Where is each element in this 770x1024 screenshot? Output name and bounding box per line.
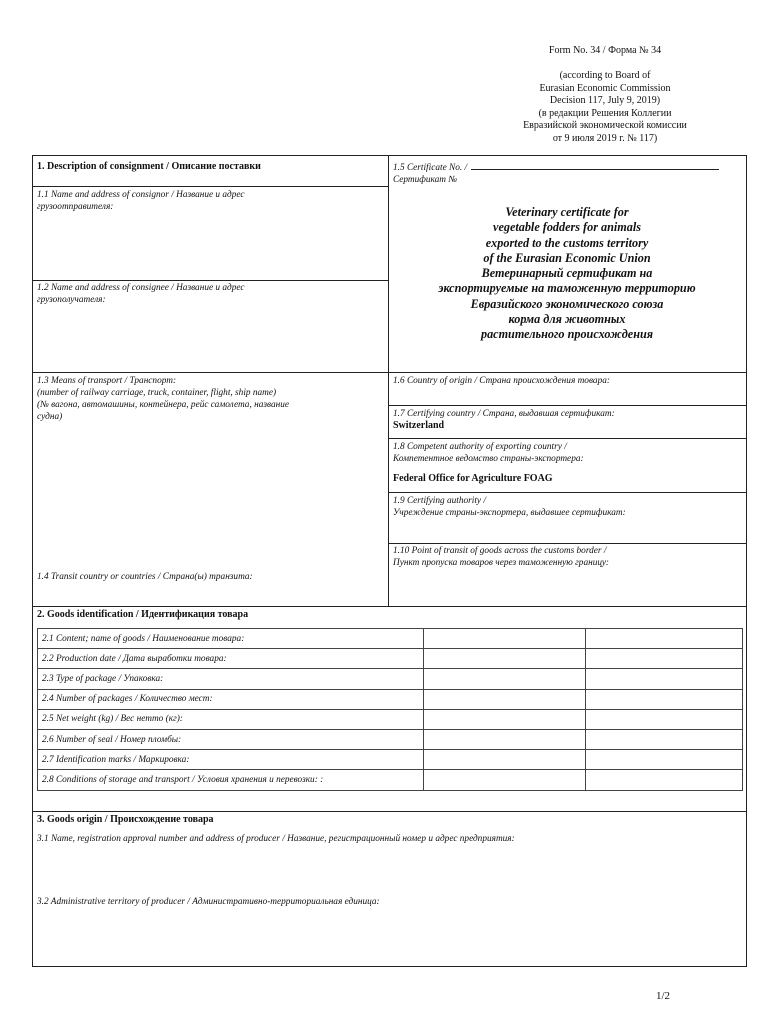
goods-field-cell[interactable] — [423, 689, 586, 709]
form-reference-line: Евразийской экономической комиссии — [523, 120, 687, 131]
divider — [388, 405, 747, 406]
goods-field-label: 2.5 Net weight (kg) / Вес нетто (кг): — [38, 709, 424, 729]
section-1-heading: 1. Description of consignment / Описание поставки — [37, 161, 261, 172]
field-label: (number of railway carriage, truck, container, flight, ship name) — [37, 388, 277, 398]
table-row — [38, 629, 743, 649]
field-label: 3.1 Name, registration approval number and address of producer / Название, регистрационный номер и адрес предприятия: — [37, 834, 515, 844]
divider — [32, 280, 389, 281]
competent-authority-value: Federal Office for Agriculture FOAG — [393, 473, 553, 484]
form-number: Form No. 34 / Форма № 34 — [548, 45, 662, 56]
section-2-heading: 2. Goods identification / Идентификация товара — [37, 609, 249, 620]
field-1-5-certificate-no[interactable] — [393, 160, 719, 186]
form-reference-line: Decision 117, July 9, 2019) — [549, 95, 661, 106]
goods-field-label: 2.3 Type of package / Упаковка: — [38, 669, 424, 689]
form-reference-line: (в редакции Решения Коллегии — [538, 107, 672, 119]
table-row — [38, 729, 743, 749]
table-row — [38, 750, 743, 770]
goods-field-cell[interactable] — [423, 770, 586, 790]
page-number: 1/2 — [656, 990, 671, 1002]
certificate-title — [388, 205, 746, 343]
divider — [32, 186, 389, 187]
title-line: растительного происхождения — [480, 327, 654, 342]
field-label: 1.7 Certifying country / Страна, выдавшая сертификат: — [393, 409, 615, 419]
field-label: 1.10 Point of transit of goods across the customs border / — [393, 546, 607, 556]
table-row — [38, 770, 743, 790]
divider — [32, 606, 747, 607]
field-1-10-point-of-transit[interactable] — [393, 545, 609, 569]
goods-field-label: 2.6 Number of seal / Номер пломбы: — [38, 729, 424, 749]
divider — [32, 811, 747, 812]
goods-field-cell[interactable] — [586, 729, 743, 749]
goods-field-label: 2.2 Production date / Дата выработки товара: — [38, 649, 424, 669]
goods-field-label: 2.4 Number of packages / Количество мест: — [38, 689, 424, 709]
table-row — [38, 669, 743, 689]
goods-field-label: 2.1 Content; name of goods / Наименование товара: — [38, 629, 424, 649]
goods-field-cell[interactable] — [586, 629, 743, 649]
field-3-1-producer[interactable] — [37, 833, 515, 845]
form-reference-line: (according to Board of — [559, 70, 651, 81]
form-reference-line: от 9 июля 2019 г. № 117) — [552, 132, 658, 144]
goods-field-cell[interactable] — [423, 669, 586, 689]
goods-field-cell[interactable] — [423, 729, 586, 749]
divider — [388, 543, 747, 544]
certifying-country-value: Switzerland — [393, 420, 445, 431]
field-1-4-transit-country[interactable] — [37, 571, 253, 583]
table-row — [38, 709, 743, 729]
title-line: of the Eurasian Economic Union — [483, 250, 651, 265]
goods-field-label: 2.8 Conditions of storage and transport / Условия хранения и перевозки: : — [38, 770, 424, 790]
field-label: 1.2 Name and address of consignee / Название и адрес — [37, 283, 245, 293]
goods-field-cell[interactable] — [586, 689, 743, 709]
field-label: 1.3 Means of transport / Транспорт: — [37, 376, 177, 386]
goods-field-cell[interactable] — [586, 750, 743, 770]
goods-field-cell[interactable] — [586, 770, 743, 790]
goods-field-cell[interactable] — [586, 669, 743, 689]
goods-field-cell[interactable] — [423, 649, 586, 669]
title-line: экспортируемые на таможенную территорию — [438, 281, 696, 296]
title-line: Евразийского экономического союза — [470, 296, 664, 311]
field-label: 1.4 Transit country or countries / Страна(ы) транзита: — [37, 572, 253, 582]
field-label: 1.1 Name and address of consignor / Название и адрес — [37, 190, 245, 200]
form-reference-line: Eurasian Economic Commission — [539, 82, 671, 94]
title-line: Ветеринарный сертификат на — [481, 266, 653, 281]
field-label: 1.6 Country of origin / Страна происхождения товара: — [393, 376, 610, 386]
goods-field-label: 2.7 Identification marks / Маркировка: — [38, 750, 424, 770]
field-label: судна) — [37, 412, 63, 422]
divider — [32, 372, 747, 373]
goods-identification-table — [37, 628, 743, 791]
field-1-6-country-of-origin[interactable] — [393, 375, 610, 387]
field-label: 3.2 Administrative territory of producer / Административно-территориальная единица: — [37, 897, 380, 907]
goods-field-cell[interactable] — [423, 709, 586, 729]
divider — [388, 438, 747, 439]
title-line: vegetable fodders for animals — [493, 220, 641, 235]
divider — [388, 492, 747, 493]
field-label: 1.5 Certificate No. / — [393, 163, 468, 173]
field-label: Пункт пропуска товаров через таможенную границу: — [393, 558, 609, 568]
field-label: Сертификат № — [393, 175, 458, 185]
field-1-9-certifying-authority[interactable] — [393, 495, 626, 519]
field-label: Компетентное ведомство страны-экспортера: — [393, 454, 584, 464]
field-1-2-consignee[interactable] — [37, 282, 245, 306]
field-label: Учреждение страны-экспортера, выдавшее сертификат: — [393, 508, 626, 518]
field-label: 1.9 Certifying authority / — [393, 496, 486, 506]
field-1-7-certifying-country[interactable] — [393, 408, 615, 432]
goods-field-cell[interactable] — [586, 709, 743, 729]
field-3-2-administrative-territory[interactable] — [37, 896, 380, 908]
title-line: Veterinary certificate for — [505, 205, 629, 219]
field-1-8-competent-authority[interactable] — [393, 441, 584, 465]
title-line: корма для животных — [508, 312, 626, 327]
field-label: грузоотправителя: — [37, 202, 114, 212]
form-reference — [470, 70, 740, 145]
field-label: 1.8 Competent authority of exporting country / — [393, 442, 567, 452]
certificate-no-underline — [471, 160, 719, 170]
section-3-heading: 3. Goods origin / Происхождение товара — [37, 814, 214, 825]
field-label: (№ вагона, автомашины, контейнера, рейс самолета, название — [37, 400, 289, 410]
table-row — [38, 689, 743, 709]
title-line: exported to the customs territory — [485, 235, 649, 250]
field-1-3-transport[interactable] — [37, 375, 289, 423]
table-row — [38, 649, 743, 669]
field-label: грузополучателя: — [37, 295, 106, 305]
field-1-1-consignor[interactable] — [37, 189, 245, 213]
goods-field-cell[interactable] — [586, 649, 743, 669]
goods-field-cell[interactable] — [423, 750, 586, 770]
goods-field-cell[interactable] — [423, 629, 586, 649]
